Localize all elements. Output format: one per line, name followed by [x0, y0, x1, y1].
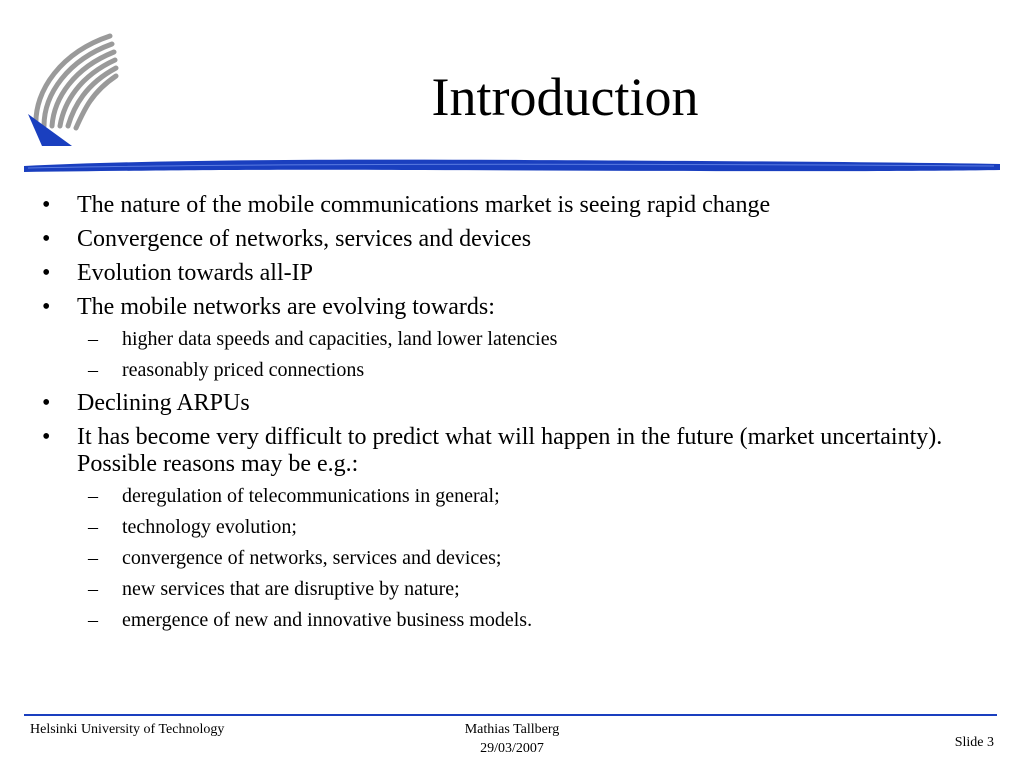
bullet-text: technology evolution; [122, 516, 297, 538]
sub-bullet-item [30, 578, 980, 601]
dash-marker: – [88, 547, 98, 569]
slide-number: Slide 3 [954, 735, 994, 750]
bullet-item [30, 294, 980, 321]
bullet-item [30, 390, 980, 417]
bullet-text: Evolution towards all-IP [77, 260, 313, 286]
dash-marker: – [88, 328, 98, 350]
bullet-item [30, 424, 980, 478]
title-divider [24, 150, 1000, 180]
bullet-text: reasonably priced connections [122, 359, 365, 381]
bullet-text: higher data speeds and capacities, land lower latencies [122, 328, 558, 350]
bullet-marker: • [42, 260, 51, 286]
sub-bullet-item [30, 359, 980, 382]
footer-divider [24, 714, 997, 716]
sub-bullet-item [30, 547, 980, 570]
footer-author: Mathias Tallberg [464, 722, 560, 737]
sub-bullet-item [30, 516, 980, 539]
bullet-item [30, 260, 980, 287]
footer-institution: Helsinki University of Technology [30, 722, 225, 737]
university-logo [22, 30, 120, 148]
footer-date: 29/03/2007 [480, 741, 544, 756]
bullet-item [30, 192, 980, 219]
dash-marker: – [88, 359, 98, 381]
dash-marker: – [88, 578, 98, 600]
footer-author-date [412, 720, 612, 758]
bullet-text: Declining ARPUs [77, 390, 250, 416]
sub-bullet-item [30, 328, 980, 351]
sub-bullet-item [30, 609, 980, 632]
bullet-text: convergence of networks, services and devices; [122, 547, 502, 569]
dash-marker: – [88, 485, 98, 507]
bullet-list [30, 192, 980, 640]
bullet-marker: • [42, 390, 51, 416]
bullet-text: It has become very difficult to predict what will happen in the future (market uncertainty). Possible reasons may be e.g.: [77, 424, 943, 477]
bullet-marker: • [42, 294, 51, 320]
slide-title: Introduction [431, 67, 699, 127]
bullet-item [30, 226, 980, 253]
bullet-text: Convergence of networks, services and devices [77, 226, 532, 252]
bullet-marker: • [42, 192, 51, 218]
dash-marker: – [88, 609, 98, 631]
dash-marker: – [88, 516, 98, 538]
bullet-text: new services that are disruptive by nature; [122, 578, 460, 600]
bullet-marker: • [42, 424, 51, 450]
sub-bullet-item [30, 485, 980, 508]
bullet-text: The mobile networks are evolving towards: [77, 294, 495, 320]
bullet-text: The nature of the mobile communications market is seeing rapid change [77, 192, 771, 218]
bullet-text: deregulation of telecommunications in general; [122, 485, 500, 507]
bullet-marker: • [42, 226, 51, 252]
bullet-text: emergence of new and innovative business models. [122, 609, 533, 631]
